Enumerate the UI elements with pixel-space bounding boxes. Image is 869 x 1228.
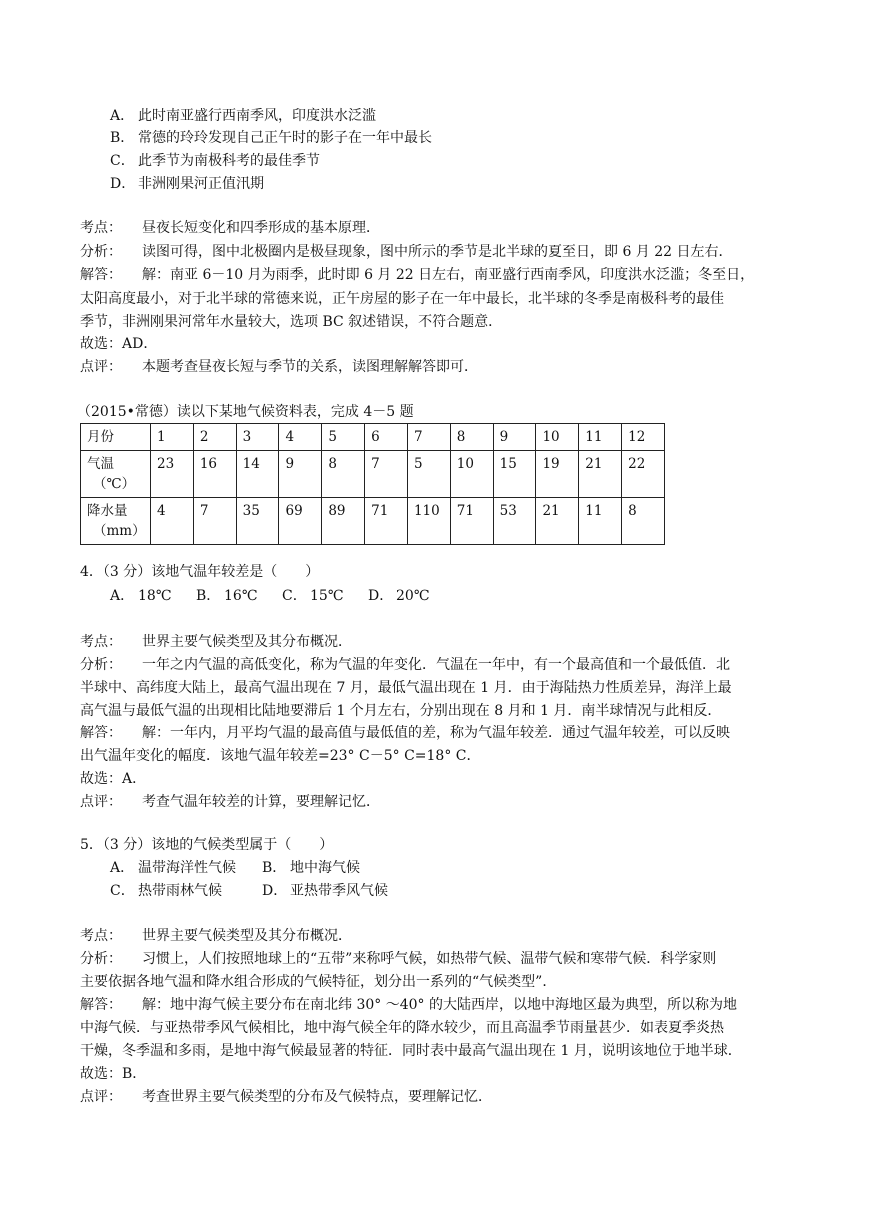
month-cell: 4 <box>279 424 322 451</box>
q3-option-c <box>110 150 810 172</box>
option-label: B． <box>262 860 287 876</box>
q5-fenxi-line-1 <box>80 948 780 970</box>
jieda-text: 解：一年内，月平均气温的最高值与最低值的差，称为气温年较差．通过气温年较差，可以反映 <box>142 725 730 741</box>
table-row-month <box>81 424 665 451</box>
q5-jieda-line-2: 中海气候．与亚热带季风气候相比，地中海气候全年的降水较少，而且高温季节雨量甚少．如表夏季炎热 <box>80 1020 724 1036</box>
precip-cell: 71 <box>365 498 408 545</box>
month-cell: 10 <box>536 424 579 451</box>
precip-cell: 35 <box>236 498 279 545</box>
option-label: D． <box>110 176 136 192</box>
q5-kaodian <box>80 925 780 947</box>
temp-cell: 15 <box>493 451 536 498</box>
temp-label: 气温 <box>87 456 114 472</box>
temp-cell: 19 <box>536 451 579 498</box>
precip-unit: （mm） <box>93 523 146 539</box>
jieda-label: 解答： <box>80 267 122 283</box>
option-text: 地中海气候 <box>290 860 360 876</box>
q3-answer: 故选：AD． <box>80 336 158 352</box>
precip-cell: 7 <box>193 498 236 545</box>
jieda-text: 解：地中海气候主要分布在南北纬 30° ～40° 的大陆西岸，以地中海地区最为典型，所以称为地 <box>142 997 737 1013</box>
temp-cell: 22 <box>622 451 665 498</box>
temp-cell: 10 <box>450 451 493 498</box>
q5-jieda-line-1 <box>80 994 780 1016</box>
q5-jieda-line-3: 干燥，冬季温和多雨，是地中海气候最显著的特征．同时表中最高气温出现在 1 月，说明该地位于地半球． <box>80 1043 742 1059</box>
q5-answer: 故选：B． <box>80 1066 147 1082</box>
jieda-text: 解：南亚 6－10 月为雨季，此时即 6 月 22 日左右，南亚盛行西南季风，印度洪水泛滥；冬至日， <box>142 267 755 283</box>
precip-cell: 21 <box>536 498 579 545</box>
fenxi-label: 分析： <box>80 657 122 673</box>
temp-cell: 8 <box>322 451 365 498</box>
temp-cell: 5 <box>407 451 450 498</box>
month-cell: 6 <box>365 424 408 451</box>
jieda-label: 解答： <box>80 997 122 1013</box>
option-label: A． <box>110 588 135 604</box>
q3-jieda-line-2: 太阳高度最小，对于北半球的常德来说，正午房屋的影子在一年中最长，北半球的冬季是南极科考的最佳 <box>80 291 724 307</box>
fenxi-text: 习惯上，人们按照地球上的“五带”来称呼气候，如热带气候、温带气候和寒带气候．科学家则 <box>142 951 717 967</box>
kaodian-label: 考点： <box>80 634 122 650</box>
precip-cell: 69 <box>279 498 322 545</box>
dianping-text: 考查气温年较差的计算，要理解记忆． <box>142 794 380 810</box>
jieda-label: 解答： <box>80 725 122 741</box>
q3-option-b <box>110 127 810 149</box>
q3-option-d <box>110 173 810 195</box>
month-cell: 5 <box>322 424 365 451</box>
month-cell: 2 <box>193 424 236 451</box>
option-label: A． <box>110 860 135 876</box>
dianping-label: 点评： <box>80 359 122 375</box>
fenxi-label: 分析： <box>80 244 122 260</box>
q3-fenxi <box>80 241 780 263</box>
q3-kaodian <box>80 217 780 239</box>
option-text: 20℃ <box>396 588 430 604</box>
option-text: 此时南亚盛行西南季风，印度洪水泛滥 <box>138 108 376 124</box>
q4-option-d <box>368 585 454 607</box>
kaodian-text: 世界主要气候类型及其分布概况． <box>142 928 352 944</box>
option-text: 温带海洋性气候 <box>138 860 236 876</box>
option-label: C． <box>110 883 135 899</box>
kaodian-text: 世界主要气候类型及其分布概况． <box>142 634 352 650</box>
table-row-precip <box>81 498 665 545</box>
precip-cell: 4 <box>151 498 194 545</box>
option-text: 亚热带季风气候 <box>290 883 388 899</box>
q3-dianping <box>80 356 780 378</box>
q4-option-c <box>282 585 368 607</box>
option-label: D． <box>262 883 288 899</box>
q4-stem: 4．（3 分）该地气温年较差是（ ） <box>80 564 320 580</box>
q4-fenxi-line-3: 高气温与最低气温的出现相比陆地要滞后 1 个月左右，分别出现在 8 月和 1 月．南半球情况与此相反． <box>80 703 722 719</box>
table-intro: （2015•常德）读以下某地气候资料表，完成 4－5 题 <box>77 404 414 420</box>
q3-jieda-line-1 <box>80 264 780 286</box>
month-header: 月份 <box>81 424 151 451</box>
option-text: 此季节为南极科考的最佳季节 <box>138 153 320 169</box>
temp-unit: （℃） <box>93 476 136 492</box>
option-label: D． <box>368 588 394 604</box>
q5-dianping <box>80 1086 780 1108</box>
precip-cell: 71 <box>450 498 493 545</box>
month-cell: 1 <box>151 424 194 451</box>
q4-option-b <box>196 585 282 607</box>
q5-options-row-2 <box>110 880 810 902</box>
temp-header <box>81 451 151 498</box>
temp-cell: 23 <box>151 451 194 498</box>
option-text: 热带雨林气候 <box>138 883 222 899</box>
q4-dianping <box>80 791 780 813</box>
option-text: 15℃ <box>310 588 344 604</box>
month-cell: 12 <box>622 424 665 451</box>
q5-stem: 5．（3 分）该地的气候类型属于（ ） <box>80 837 334 853</box>
q4-jieda-line-2: 出气温年变化的幅度．该地气温年较差=23° C－5° C=18° C． <box>80 748 481 764</box>
dianping-text: 本题考查昼夜长短与季节的关系，读图理解解答即可． <box>142 359 478 375</box>
option-label: B． <box>110 130 135 146</box>
fenxi-text: 一年之内气温的高低变化，称为气温的年变化．气温在一年中，有一个最高值和一个最低值．北 <box>142 657 730 673</box>
temp-cell: 9 <box>279 451 322 498</box>
option-text: 18℃ <box>138 588 172 604</box>
month-cell: 7 <box>407 424 450 451</box>
precip-header <box>81 498 151 545</box>
dianping-text: 考查世界主要气候类型的分布及气候特点，要理解记忆． <box>142 1089 492 1105</box>
temp-cell: 7 <box>365 451 408 498</box>
q4-option-a <box>110 585 196 607</box>
q5-fenxi-line-2: 主要依据各地气温和降水组合形成的气候特征，划分出一系列的“气候类型”． <box>80 974 557 990</box>
month-cell: 8 <box>450 424 493 451</box>
q4-options <box>110 585 810 607</box>
q5-options-row-1 <box>110 857 810 879</box>
option-label: A． <box>110 108 135 124</box>
precip-label: 降水量 <box>87 503 128 519</box>
table-row-temp <box>81 451 665 498</box>
option-text: 常德的玲玲发现自己正午时的影子在一年中最长 <box>138 130 432 146</box>
precip-cell: 11 <box>579 498 622 545</box>
q3-option-a <box>110 105 810 127</box>
q3-jieda-line-3: 季节，非洲刚果河常年水量较大，选项 BC 叙述错误，不符合题意． <box>80 314 503 330</box>
month-cell: 3 <box>236 424 279 451</box>
dianping-label: 点评： <box>80 1089 122 1105</box>
option-text: 16℃ <box>224 588 258 604</box>
fenxi-text: 读图可得，图中北极圈内是极昼现象，图中所示的季节是北半球的夏至日，即 6 月 22 日左右． <box>142 244 733 260</box>
kaodian-label: 考点： <box>80 220 122 236</box>
temp-cell: 14 <box>236 451 279 498</box>
option-label: B． <box>196 588 221 604</box>
q4-kaodian <box>80 631 780 653</box>
month-cell: 11 <box>579 424 622 451</box>
temp-cell: 16 <box>193 451 236 498</box>
temp-cell: 21 <box>579 451 622 498</box>
precip-cell: 53 <box>493 498 536 545</box>
fenxi-label: 分析： <box>80 951 122 967</box>
option-label: C． <box>282 588 307 604</box>
dianping-label: 点评： <box>80 794 122 810</box>
kaodian-text: 昼夜长短变化和四季形成的基本原理． <box>142 220 380 236</box>
kaodian-label: 考点： <box>80 928 122 944</box>
month-cell: 9 <box>493 424 536 451</box>
q4-fenxi-line-2: 半球中、高纬度大陆上，最高气温出现在 7 月，最低气温出现在 1 月．由于海陆热力性质差异，海洋上最 <box>80 680 732 696</box>
q4-fenxi-line-1 <box>80 654 780 676</box>
precip-cell: 8 <box>622 498 665 545</box>
q4-jieda-line-1 <box>80 722 780 744</box>
option-text: 非洲刚果河正值汛期 <box>138 176 264 192</box>
precip-cell: 89 <box>322 498 365 545</box>
climate-table <box>80 423 665 545</box>
q4-answer: 故选：A． <box>80 771 147 787</box>
precip-cell: 110 <box>407 498 450 545</box>
option-label: C． <box>110 153 135 169</box>
